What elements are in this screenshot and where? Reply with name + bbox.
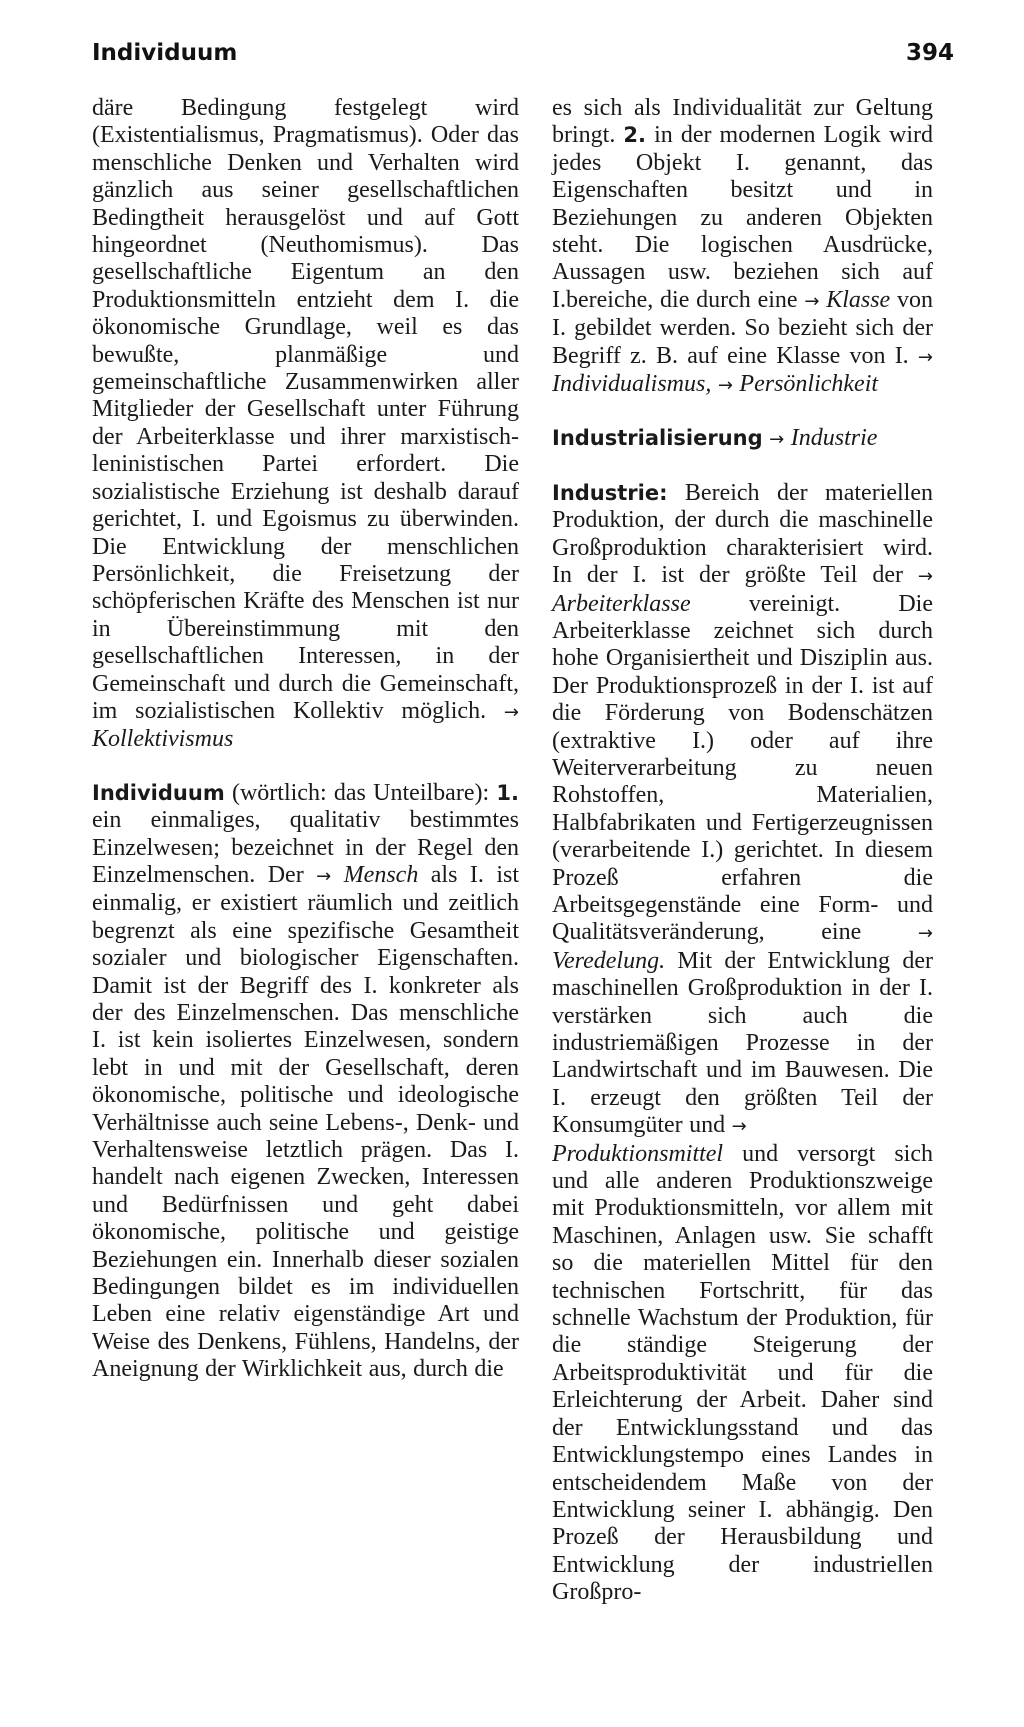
cross-reference-arrow-icon: → xyxy=(717,375,733,397)
running-head: Individuum xyxy=(92,40,238,66)
cross-reference: Klasse xyxy=(826,286,891,313)
cross-reference-arrow-icon: → xyxy=(804,290,820,312)
cross-reference-arrow-icon: → xyxy=(731,1116,747,1138)
entry-individuum xyxy=(92,780,519,1384)
cross-reference: Mensch xyxy=(343,861,419,888)
cross-reference: Individualismus, xyxy=(552,371,712,398)
right-column xyxy=(552,95,933,1633)
page-header xyxy=(92,40,954,80)
body-text: vereinigt. Die Arbeiterklasse zeichnet sich durch hohe Organisiertheit und Disziplin aus. Der Produktionsprozeß in der I. ist auf die Förderung von Bodenschätzen (extraktive I.) oder auf ihre Weiterverarbeitung zu neuen Rohstoffen, Materialien, Halbfabrikaten und Fertigerzeugnissen (verarbeitende I.) gerichtet. In diesem Prozeß erfahren die Arbeitsgegenstände eine Form- und Qualitätsveränderung, eine xyxy=(552,590,933,946)
body-text: däre Bedingung festgelegt wird (Existentialismus, Pragmatismus). Oder das menschliche Denken und Verhalten wird gänzlich aus seiner gesellschaftlichen Bedingtheit herausgelöst und auf Gott hingeordnet (Neuthomismus). Das gesellschaftliche Eigentum an den Produktionsmitteln entzieht dem I. die ökonomische Grundlage, weil es das bewußte, planmäßige und gemeinschaftliche Zusammenwirken aller Mitglieder der Gesellschaft unter Führung der Arbeiterklasse und ihrer marxistisch-leninistischen Partei erfordert. Die sozialistische Erziehung ist deshalb darauf gerichtet, I. und Egoismus zu überwinden. Die Entwicklung der menschlichen Persönlichkeit, die Freisetzung der schöpferischen Kräfte des Menschen ist nur in Übereinstimmung mit den gesellschaftlichen Interessen, in der Gemeinschaft und durch die Gemeinschaft, im sozialistischen Kollektiv möglich. xyxy=(92,95,519,724)
body-text: Mit der Entwicklung der maschinellen Großproduktion in der I. verstärken sich auch die industriemäßigen Prozesse in der Landwirtschaft und im Bauwesen. Die I. erzeugt den größten Teil der Konsumgüter und xyxy=(552,947,933,1139)
entry-lemma: Industrialisierung xyxy=(552,426,763,451)
continuation-paragraph xyxy=(92,95,519,754)
cross-reference: Industrie xyxy=(790,425,878,452)
entry-lemma: Industrie: xyxy=(552,480,668,505)
body-text: als I. ist einmalig, er existiert räumlich und zeitlich begrenzt als eine spezifische Gesamtheit sozialer und biologischer Eigenschaften. Damit ist der Begriff des I. konkreter als der des Einzelmenschen. Das menschliche I. ist kein isoliertes Einzelwesen, sondern lebt in und mit der Gesellschaft, deren ökonomische, politische und ideologische Verhältnisse auch seine Lebens-, Denk- und Verhaltensweise letztlich prägen. Das I. handelt nach eigenen Zwecken, Interessen und Bedürfnissen und geht dabei ökonomische, politische und geistige Beziehungen ein. Innerhalb dieser sozialen Bedingungen bildet es im individuellen Leben eine relativ eigenständige Art und Weise des Denkens, Fühlens, Handelns, der Aneignung der Wirklichkeit aus, durch die xyxy=(92,861,520,1383)
continuation-paragraph xyxy=(552,95,933,399)
entry-lemma: Individuum xyxy=(92,780,225,805)
body-text: es sich als Individualität zur Geltung bringt. xyxy=(552,95,933,149)
body-text: ein einmaliges, qualitativ bestimmtes Einzelwesen; bezeichnet in der Regel den Einzelmenschen. Der xyxy=(92,807,519,888)
cross-reference-arrow-icon: → xyxy=(917,923,933,945)
cross-reference-arrow-icon: → xyxy=(769,429,785,451)
body-text: (wörtlich: das Unteilbare): xyxy=(224,779,497,806)
cross-reference: Kollektivismus xyxy=(92,726,234,753)
body-text: Bereich der materiellen Produktion, der durch die maschinelle Großproduktion charakterisiert wird. In der I. ist der größte Teil der xyxy=(552,479,933,589)
entry-industrie xyxy=(552,480,933,1607)
cross-reference-arrow-icon: → xyxy=(316,865,332,887)
body-text: und versorgt sich und alle anderen Produktionszweige mit Produktionsmitteln, vor allem mit Maschinen, Anlagen usw. Sie schafft so die materiellen Mittel für den technischen Fortschritt, für das schnelle Wachstum der Produktion, für die ständige Steigerung der Arbeitsproduktivität und für die Erleichterung der Arbeit. Daher sind der Entwicklungsstand und das Entwicklungstempo eines Landes in entscheidendem Maße von der Entwicklung seiner I. abhängig. Den Prozeß der Herausbildung und Entwicklung der industriellen Großpro- xyxy=(552,1140,933,1606)
cross-reference-arrow-icon: → xyxy=(503,701,519,723)
cross-reference: Arbeiterklasse xyxy=(552,590,691,617)
sense-number: 2. xyxy=(623,123,646,148)
cross-reference: Produktionsmittel xyxy=(552,1140,724,1167)
body-text: von I. gebildet werden. So bezieht sich der Begriff z. B. auf eine Klasse von I. xyxy=(552,286,933,369)
left-column xyxy=(92,95,519,1410)
cross-reference-arrow-icon: → xyxy=(917,346,933,368)
sense-number: 1. xyxy=(496,780,519,805)
entry-industrialisierung xyxy=(552,425,933,453)
cross-reference-arrow-icon: → xyxy=(917,566,933,588)
body-text: in der modernen Logik wird jedes Objekt I. genannt, das Eigenschaften besitzt und in Beziehungen zu anderen Objekten steht. Die logischen Ausdrücke, Aussagen usw. beziehen sich auf I.bereiche, die durch eine xyxy=(552,122,933,313)
cross-reference: Persönlichkeit xyxy=(739,371,879,398)
page-number: 394 xyxy=(905,40,954,66)
cross-reference: Veredelung. xyxy=(552,947,666,974)
